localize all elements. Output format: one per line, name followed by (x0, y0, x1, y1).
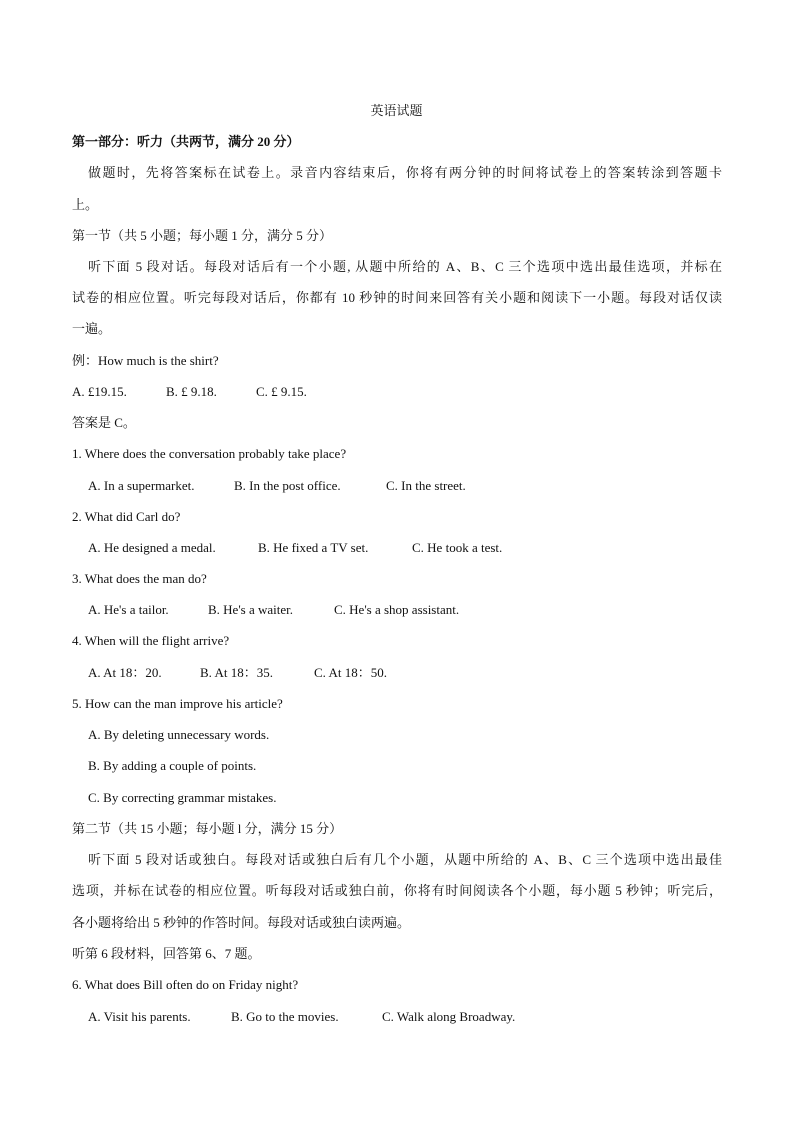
q4-option-b: B. At 18：35. (200, 665, 273, 680)
question-6: 6. What does Bill often do on Friday night? (72, 977, 299, 992)
q4-option-a: A. At 18：20. (88, 665, 162, 680)
intro-line: 上。 (72, 197, 99, 212)
question-4: 4. When will the flight arrive? (72, 633, 230, 648)
q2-option-a: A. He designed a medal. (88, 540, 216, 555)
question-2: 2. What did Carl do? (72, 509, 181, 524)
q3-option-b: B. He's a waiter. (208, 602, 294, 617)
question-5: 5. How can the man improve his article? (72, 696, 283, 711)
section2-instruction: 选项，并标在试卷的相应位置。听每段对话或独白前，你将有时间阅读各个小题，每小题 5 秒钟；听完后， (72, 883, 722, 898)
example-option-a: A. £19.15. (72, 384, 127, 399)
q1-option-b: B. In the post office. (234, 478, 341, 493)
question-3: 3. What does the man do? (72, 571, 207, 586)
q5-option-a: A. By deleting unnecessary words. (88, 727, 270, 742)
section2-instruction: 各小题将给出 5 秒钟的作答时间。每段对话或独白读两遍。 (72, 915, 411, 930)
q3-option-a: A. He's a tailor. (88, 602, 169, 617)
example-question: 例：How much is the shirt? (72, 353, 219, 368)
example-option-c: C. £ 9.15. (256, 384, 307, 399)
material-note: 听第 6 段材料，回答第 6、7 题。 (72, 946, 261, 961)
section1-instruction: 试卷的相应位置。听完每段对话后，你都有 10 秒钟的时间来回答有关小题和阅读下一小题。每段对话仅读 (72, 290, 722, 305)
q6-option-b: B. Go to the movies. (231, 1009, 339, 1024)
page-title: 英语试题 (370, 103, 423, 118)
section1-instruction: 一遍。 (72, 321, 112, 336)
section1-instruction: 听下面 5 段对话。每段对话后有一个小题, 从题中所给的 A、B、C 三个选项中选出最佳选项，并标在 (88, 259, 722, 274)
q3-option-c: C. He's a shop assistant. (334, 602, 460, 617)
q1-option-c: C. In the street. (386, 478, 466, 493)
section2-heading: 第二节（共 15 小题；每小题 l 分，满分 15 分） (72, 821, 343, 836)
q5-option-c: C. By correcting grammar mistakes. (88, 790, 277, 805)
q5-option-b: B. By adding a couple of points. (88, 758, 257, 773)
q2-option-c: C. He took a test. (412, 540, 503, 555)
q6-option-a: A. Visit his parents. (88, 1009, 191, 1024)
q6-option-c: C. Walk along Broadway. (382, 1009, 516, 1024)
section1-heading: 第一节（共 5 小题；每小题 1 分，满分 5 分） (72, 228, 333, 243)
q1-option-a: A. In a supermarket. (88, 478, 195, 493)
question-1: 1. Where does the conversation probably take place? (72, 446, 347, 461)
q4-option-c: C. At 18：50. (314, 665, 387, 680)
part1-heading: 第一部分：听力（共两节，满分 20 分） (72, 134, 300, 149)
example-answer: 答案是 C。 (72, 415, 136, 430)
section2-instruction: 听下面 5 段对话或独白。每段对话或独白后有几个小题，从题中所给的 A、B、C 三个选项中选出最佳 (88, 852, 722, 867)
intro-line: 做题时，先将答案标在试卷上。录音内容结束后，你将有两分钟的时间将试卷上的答案转涂到答题卡 (88, 165, 722, 180)
example-option-b: B. £ 9.18. (166, 384, 217, 399)
q2-option-b: B. He fixed a TV set. (258, 540, 369, 555)
